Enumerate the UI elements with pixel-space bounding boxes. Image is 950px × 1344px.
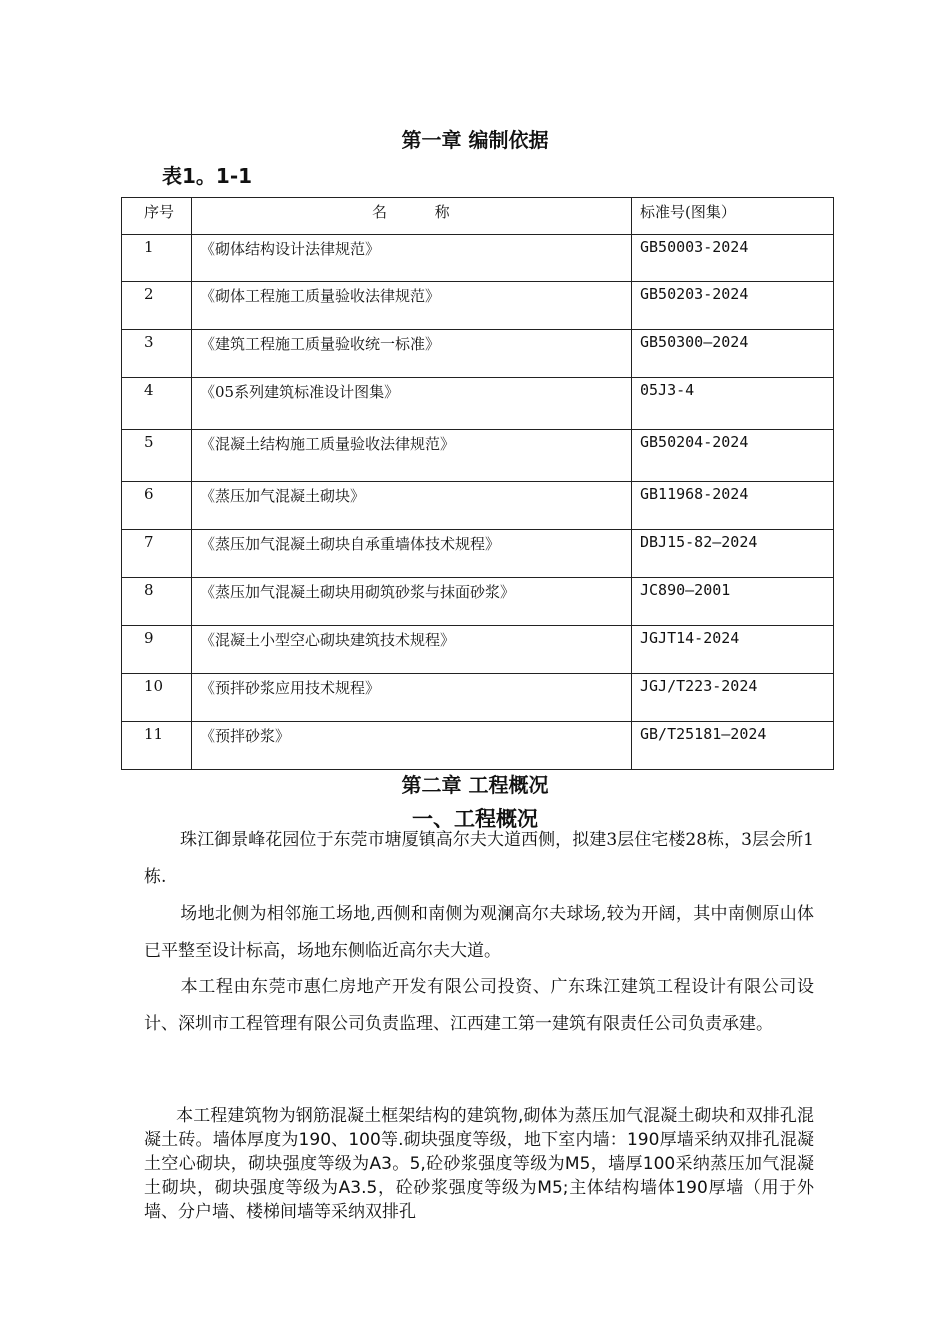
row-seq: 9: [122, 626, 192, 674]
row-seq: 8: [122, 578, 192, 626]
row-standard-no: GB11968-2024: [632, 482, 834, 530]
row-standard-no: JC890—2001: [632, 578, 834, 626]
table-row: [122, 430, 834, 482]
chapter-2-title: 第二章 工程概况: [401, 773, 549, 797]
table-row: [122, 482, 834, 530]
row-name: 《混凝土小型空心砌块建筑技术规程》: [192, 626, 632, 674]
row-standard-no: GB/T25181—2024: [632, 722, 834, 770]
table-row: [122, 530, 834, 578]
row-name: 《砌体结构设计法律规范》: [192, 235, 632, 282]
paragraph-structure: [144, 1104, 814, 1224]
header-standard-no: 标准号(图集）: [632, 198, 834, 235]
row-name: 《建筑工程施工质量验收统一标准》: [192, 330, 632, 378]
row-name: 《蒸压加气混凝土砌块自承重墙体技术规程》: [192, 530, 632, 578]
row-name: 《蒸压加气混凝土砌块用砌筑砂浆与抹面砂浆》: [192, 578, 632, 626]
table-row: [122, 378, 834, 430]
table-row: [122, 674, 834, 722]
row-standard-no: DBJ15-82—2024: [632, 530, 834, 578]
row-standard-no: JGJT14-2024: [632, 626, 834, 674]
row-standard-no: JGJ/T223-2024: [632, 674, 834, 722]
reference-standards-table: [121, 197, 834, 770]
row-name: 《混凝土结构施工质量验收法律规范》: [192, 430, 632, 482]
table-row: [122, 578, 834, 626]
row-seq: 3: [122, 330, 192, 378]
row-standard-no: GB50003-2024: [632, 235, 834, 282]
row-seq: 2: [122, 282, 192, 330]
paragraph-text: 本工程由东莞市惠仁房地产开发有限公司投资、广东珠江建筑工程设计有限公司设计、深圳市工程管理有限公司负责监理、江西建工第一建筑有限责任公司负责承建。: [144, 977, 814, 1034]
paragraph-text: 本工程建筑物为钢筋混凝土框架结构的建筑物,砌体为蒸压加气混凝土砌块和双排孔混凝土砖。墙体厚度为190、100等.砌块强度等级，地下室内墙：190厚墙采纳双排孔混凝土空心砌块，砌块强度等级为A3。5,砼砂浆强度等级为M5，墙厚100采纳蒸压加气混凝土砌块，砌块强度等级为A3.5，砼砂浆强度等级为M5;主体结构墙体190厚墙（用于外墙、分户墙、楼梯间墙等采纳双排孔: [144, 1106, 814, 1222]
row-seq: 5: [122, 430, 192, 482]
row-standard-no: GB50203-2024: [632, 282, 834, 330]
table-row: [122, 235, 834, 282]
row-seq: 11: [122, 722, 192, 770]
row-seq: 10: [122, 674, 192, 722]
paragraph-text: 场地北侧为相邻施工场地,西侧和南侧为观澜高尔夫球场,较为开阔，其中南侧原山体已平整至设计标高，场地东侧临近高尔夫大道。: [144, 904, 814, 961]
table-row: [122, 282, 834, 330]
paragraph-site-surroundings: [144, 896, 814, 970]
row-name: 《05系列建筑标准设计图集》: [192, 378, 632, 430]
paragraph-text: 珠江御景峰花园位于东莞市塘厦镇高尔夫大道西侧，拟建3层住宅楼28栋，3层会所1栋.: [144, 830, 814, 887]
table-row: [122, 330, 834, 378]
row-standard-no: 05J3-4: [632, 378, 834, 430]
header-seq: 序号: [122, 198, 192, 235]
row-seq: 6: [122, 482, 192, 530]
row-standard-no: GB50300—2024: [632, 330, 834, 378]
section-1-title: 一、工程概况: [412, 807, 538, 831]
row-name: 《预拌砂浆》: [192, 722, 632, 770]
row-seq: 7: [122, 530, 192, 578]
row-standard-no: GB50204-2024: [632, 430, 834, 482]
header-name: 名 称: [192, 198, 632, 235]
table-row: [122, 626, 834, 674]
paragraph-project-location: [144, 822, 814, 896]
paragraph-participants: [144, 969, 814, 1043]
row-name: 《预拌砂浆应用技术规程》: [192, 674, 632, 722]
chapter-1-title: 第一章 编制依据: [401, 128, 549, 152]
table-row: [122, 722, 834, 770]
row-name: 《蒸压加气混凝土砌块》: [192, 482, 632, 530]
table-caption: 表1。1-1: [162, 164, 253, 188]
row-seq: 4: [122, 378, 192, 430]
row-seq: 1: [122, 235, 192, 282]
row-name: 《砌体工程施工质量验收法律规范》: [192, 282, 632, 330]
table-header-row: [122, 198, 834, 235]
